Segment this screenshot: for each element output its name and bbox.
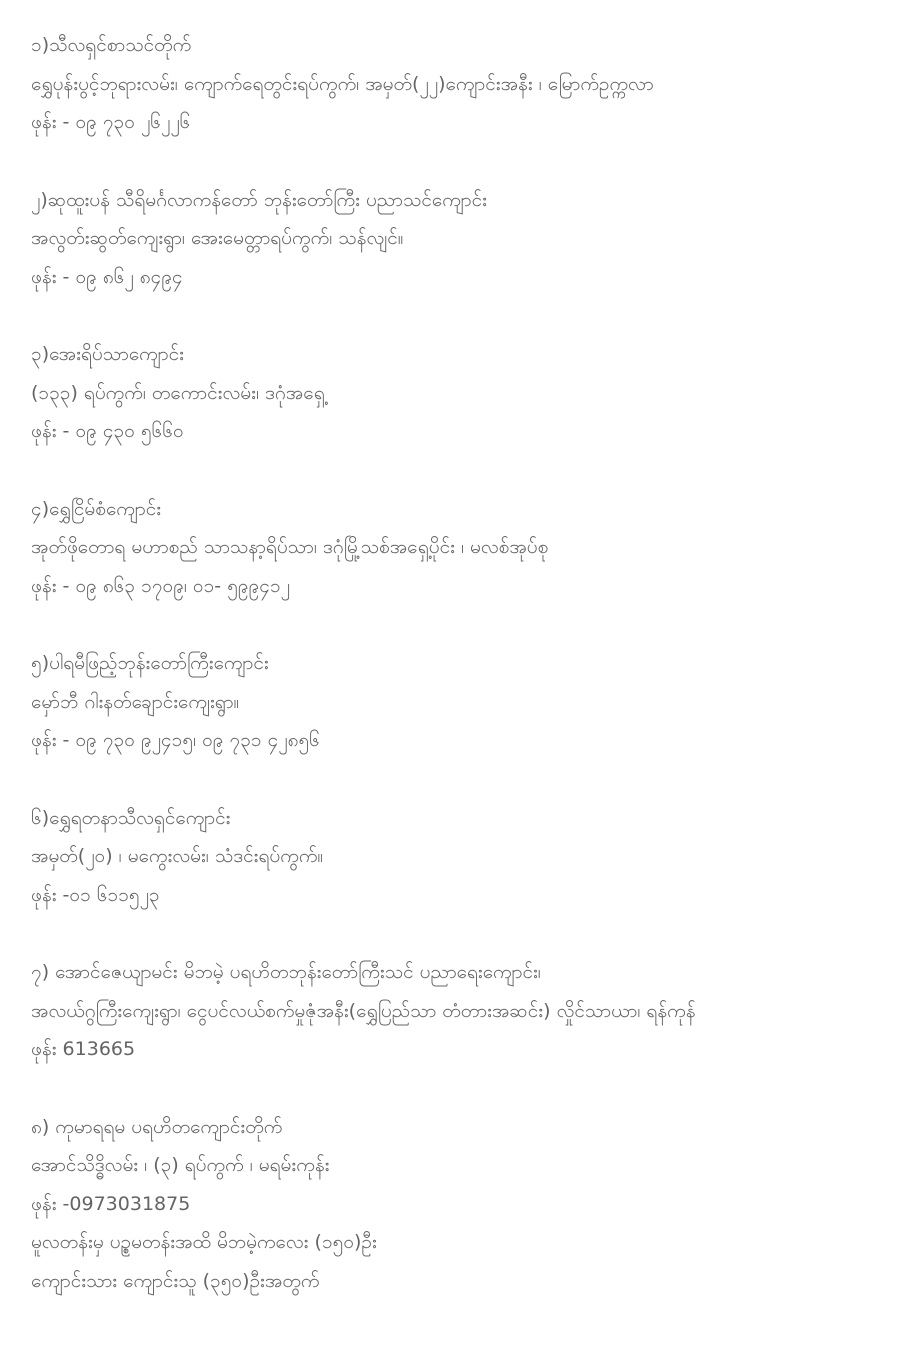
list-item xyxy=(31,181,891,297)
entry-address: (၁၃၃) ရပ်ကွက်၊ တကောင်းလမ်း၊ ဒဂုံအရှေ့ xyxy=(31,381,325,404)
entry-phone: ဖုန်း 613665 xyxy=(31,1038,136,1060)
entry-phone: ဖုန်း - ၀၉ ၇၃၀ ၉၂၄၁၅၊ ၀၉ ၇၃၁ ၄၂၈၅၆ xyxy=(31,729,320,751)
entry-phone: ဖုန်း - ၀၉ ၈၆၂ ၈၄၉၄ xyxy=(31,265,183,288)
entry-note: မူလတန်းမှ ပဉ္စမတန်းအထိ မိဘမဲ့ကလေး (၁၅၀)ဦး xyxy=(31,1231,377,1253)
entry-address: အမှတ်(၂၀) ၊ မကွေးလမ်း၊ သံဒင်းရပ်ကွက်။ xyxy=(31,845,324,867)
entry-title: ၆)ရွှေရတနာသီလရှင်ကျောင်း xyxy=(31,806,231,829)
entry-phone: ဖုန်း - ၀၉ ၇၃၀ ၂၆၂၂၆ xyxy=(31,111,191,133)
entry-title: ၄)ရွှေငြိမ်စံကျောင်း xyxy=(31,497,162,520)
entry-address: အုတ်ဖိုတောရ မဟာစည် သာသနာ့ရိပ်သာ၊ ဒဂုံမြို့သစ်အရှေ့ပိုင်း ၊ မလစ်အုပ်စု xyxy=(31,536,549,558)
entry-phone: ဖုန်း -0973031875 xyxy=(31,1192,191,1215)
entry-address: အလွတ်းဆွတ်ကျေးရွာ၊ အေးမေတ္တာရပ်ကွက်၊ သန်လျင်။ xyxy=(31,227,404,249)
list-item xyxy=(31,335,891,451)
entry-phone: ဖုန်း -၀၁ ၆၁၁၅၂၃ xyxy=(31,883,160,906)
list-item xyxy=(31,490,891,606)
entry-title: ၃)အေးရိပ်သာကျောင်း xyxy=(31,343,184,365)
list-item xyxy=(31,644,891,760)
entry-address: အလယ်ဂွကြီးကျေးရွာ၊ ငွေပင်လယ်စက်မှုဇုံအနီး(ရွှေပြည်သာ တံတားအဆင်း) လှိုင်သာယာ၊ ရန်ကုန် xyxy=(31,999,696,1022)
entry-title: ၇) အောင်ဇေယျာမင်း မိဘမဲ့ ပရဟိတဘုန်းတော်ကြီးသင် ပညာရေးကျောင်း၊ xyxy=(31,961,541,983)
entry-title: ၈) ကုမာရရမ ပရဟိတကျောင်းတိုက် xyxy=(31,1115,283,1138)
entry-address: ရွှေပုန်းပွင့်ဘုရားလမ်း၊ ကျောက်ရေတွင်းရပ်ကွက်၊ အမှတ်(၂၂)ကျောင်းအနီး ၊ မြောက်ဥက္ကလာ xyxy=(31,72,654,95)
document-body xyxy=(31,26,891,1339)
entry-title: ၂)ဆုထူးပန် သီရိမင်္ဂလာကန်တော် ဘုန်းတော်ကြီး ပညာသင်ကျောင်း xyxy=(31,188,487,211)
entry-address: မှော်ဘီ ဂါးနတ်ချောင်းကျေးရွာ။ xyxy=(31,690,240,713)
entry-address: အောင်သိဒ္ဓိလမ်း ၊ (၃) ရပ်ကွက် ၊ မရမ်းကုန်း xyxy=(31,1154,330,1176)
entry-title: ၁)သီလရှင်စာသင်တိုက် xyxy=(31,34,192,56)
list-item xyxy=(31,953,891,1069)
entry-phone: ဖုန်း - ၀၉ ၄၃၀ ၅၆၆၀ xyxy=(31,420,184,442)
list-item xyxy=(31,799,891,915)
list-item xyxy=(31,26,891,142)
entry-phone: ဖုန်း - ၀၉ ၈၆၃ ၁၇၀၉၊ ၀၁- ၅၉၉၄၁၂ xyxy=(31,574,290,597)
entry-title: ၅)ပါရမီဖြည့်ဘုန်းတော်ကြီးကျောင်း xyxy=(31,652,269,674)
entry-note: ကျောင်းသား ကျောင်းသူ (၃၅၀)ဦးအတွက် xyxy=(31,1269,320,1292)
list-item xyxy=(31,1108,891,1301)
